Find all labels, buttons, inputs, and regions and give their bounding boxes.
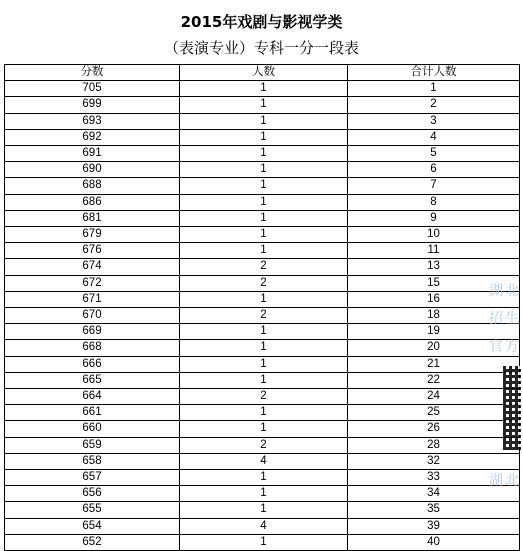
- cell-total: 20: [348, 340, 520, 356]
- table-body: [5, 81, 520, 551]
- table-row: [5, 178, 520, 194]
- cell-count: 4: [180, 453, 348, 469]
- table-row: [5, 162, 520, 178]
- cell-count: 1: [180, 81, 348, 97]
- cell-count: 1: [180, 146, 348, 162]
- cell-total: 7: [348, 178, 520, 194]
- cell-score: 671: [5, 291, 180, 307]
- cell-score: 652: [5, 534, 180, 550]
- cell-count: 1: [180, 227, 348, 243]
- table-row: [5, 291, 520, 307]
- cell-score: 661: [5, 405, 180, 421]
- cell-total: 28: [348, 437, 520, 453]
- table-row: [5, 97, 520, 113]
- cell-total: 39: [348, 518, 520, 534]
- table-row: [5, 389, 520, 405]
- cell-count: 1: [180, 470, 348, 486]
- cell-score: 659: [5, 437, 180, 453]
- cell-score: 705: [5, 81, 180, 97]
- cell-score: 655: [5, 502, 180, 518]
- table-row: [5, 194, 520, 210]
- cell-count: 1: [180, 243, 348, 259]
- cell-count: 1: [180, 291, 348, 307]
- cell-total: 35: [348, 502, 520, 518]
- cell-total: 3: [348, 113, 520, 129]
- cell-total: 2: [348, 97, 520, 113]
- cell-score: 666: [5, 356, 180, 372]
- cell-score: 660: [5, 421, 180, 437]
- column-header-total: 合计人数: [348, 65, 520, 81]
- cell-score: 681: [5, 210, 180, 226]
- cell-count: 2: [180, 437, 348, 453]
- cell-score: 674: [5, 259, 180, 275]
- table-row: [5, 437, 520, 453]
- cell-score: 669: [5, 324, 180, 340]
- cell-score: 656: [5, 486, 180, 502]
- cell-total: 1: [348, 81, 520, 97]
- table-row: [5, 259, 520, 275]
- cell-score: 692: [5, 129, 180, 145]
- watermark-text: 招生: [489, 311, 521, 327]
- cell-score: 654: [5, 518, 180, 534]
- cell-count: 1: [180, 502, 348, 518]
- cell-total: 22: [348, 372, 520, 388]
- cell-score: 693: [5, 113, 180, 129]
- column-header-count: 人数: [180, 65, 348, 81]
- table-row: [5, 502, 520, 518]
- table-row: [5, 356, 520, 372]
- cell-total: 9: [348, 210, 520, 226]
- cell-total: 26: [348, 421, 520, 437]
- cell-score: 676: [5, 243, 180, 259]
- cell-count: 2: [180, 308, 348, 324]
- table-row: [5, 405, 520, 421]
- table-row: [5, 275, 520, 291]
- cell-total: 40: [348, 534, 520, 550]
- cell-count: 1: [180, 405, 348, 421]
- cell-score: 670: [5, 308, 180, 324]
- score-table: [4, 64, 520, 551]
- page-title: 2015年戏剧与影视学类: [180, 13, 343, 31]
- cell-score: 657: [5, 470, 180, 486]
- cell-total: 11: [348, 243, 520, 259]
- cell-total: 8: [348, 194, 520, 210]
- table-row: [5, 486, 520, 502]
- table-row: [5, 81, 520, 97]
- table-row: [5, 308, 520, 324]
- watermark-text: 湖北: [489, 283, 521, 299]
- cell-count: 1: [180, 372, 348, 388]
- cell-count: 2: [180, 259, 348, 275]
- cell-count: 1: [180, 356, 348, 372]
- cell-count: 1: [180, 421, 348, 437]
- cell-total: 13: [348, 259, 520, 275]
- table-row: [5, 518, 520, 534]
- table-row: [5, 421, 520, 437]
- cell-total: 10: [348, 227, 520, 243]
- cell-count: 1: [180, 129, 348, 145]
- cell-score: 664: [5, 389, 180, 405]
- cell-total: 33: [348, 470, 520, 486]
- column-header-score: 分数: [5, 65, 180, 81]
- cell-score: 691: [5, 146, 180, 162]
- table-row: [5, 534, 520, 550]
- cell-score: 679: [5, 227, 180, 243]
- cell-count: 1: [180, 486, 348, 502]
- table-row: [5, 340, 520, 356]
- table-row: [5, 146, 520, 162]
- cell-score: 672: [5, 275, 180, 291]
- cell-score: 668: [5, 340, 180, 356]
- cell-count: 1: [180, 324, 348, 340]
- cell-score: 699: [5, 97, 180, 113]
- cell-count: 2: [180, 389, 348, 405]
- cell-total: 24: [348, 389, 520, 405]
- page-subtitle: （表演专业）专科一分一段表: [163, 39, 359, 57]
- table-row: [5, 113, 520, 129]
- cell-total: 34: [348, 486, 520, 502]
- cell-total: 5: [348, 146, 520, 162]
- cell-count: 1: [180, 178, 348, 194]
- cell-score: 688: [5, 178, 180, 194]
- table-header-row: [5, 65, 520, 81]
- table-row: [5, 210, 520, 226]
- cell-total: 25: [348, 405, 520, 421]
- cell-count: 1: [180, 534, 348, 550]
- cell-count: 1: [180, 340, 348, 356]
- cell-total: 16: [348, 291, 520, 307]
- table-row: [5, 372, 520, 388]
- cell-count: 1: [180, 194, 348, 210]
- cell-total: 21: [348, 356, 520, 372]
- table-row: [5, 243, 520, 259]
- cell-total: 32: [348, 453, 520, 469]
- table-row: [5, 324, 520, 340]
- cell-total: 15: [348, 275, 520, 291]
- table-row: [5, 453, 520, 469]
- cell-score: 658: [5, 453, 180, 469]
- cell-count: 1: [180, 210, 348, 226]
- table-row: [5, 227, 520, 243]
- cell-score: 690: [5, 162, 180, 178]
- cell-score: 665: [5, 372, 180, 388]
- cell-total: 18: [348, 308, 520, 324]
- cell-total: 6: [348, 162, 520, 178]
- watermark-text: 湖北: [489, 473, 521, 489]
- cell-count: 2: [180, 275, 348, 291]
- cell-total: 19: [348, 324, 520, 340]
- watermark-text: 官方: [489, 339, 521, 355]
- cell-score: 686: [5, 194, 180, 210]
- cell-total: 4: [348, 129, 520, 145]
- table-row: [5, 470, 520, 486]
- table-row: [5, 129, 520, 145]
- cell-count: 4: [180, 518, 348, 534]
- cell-count: 1: [180, 113, 348, 129]
- cell-count: 1: [180, 162, 348, 178]
- cell-count: 1: [180, 97, 348, 113]
